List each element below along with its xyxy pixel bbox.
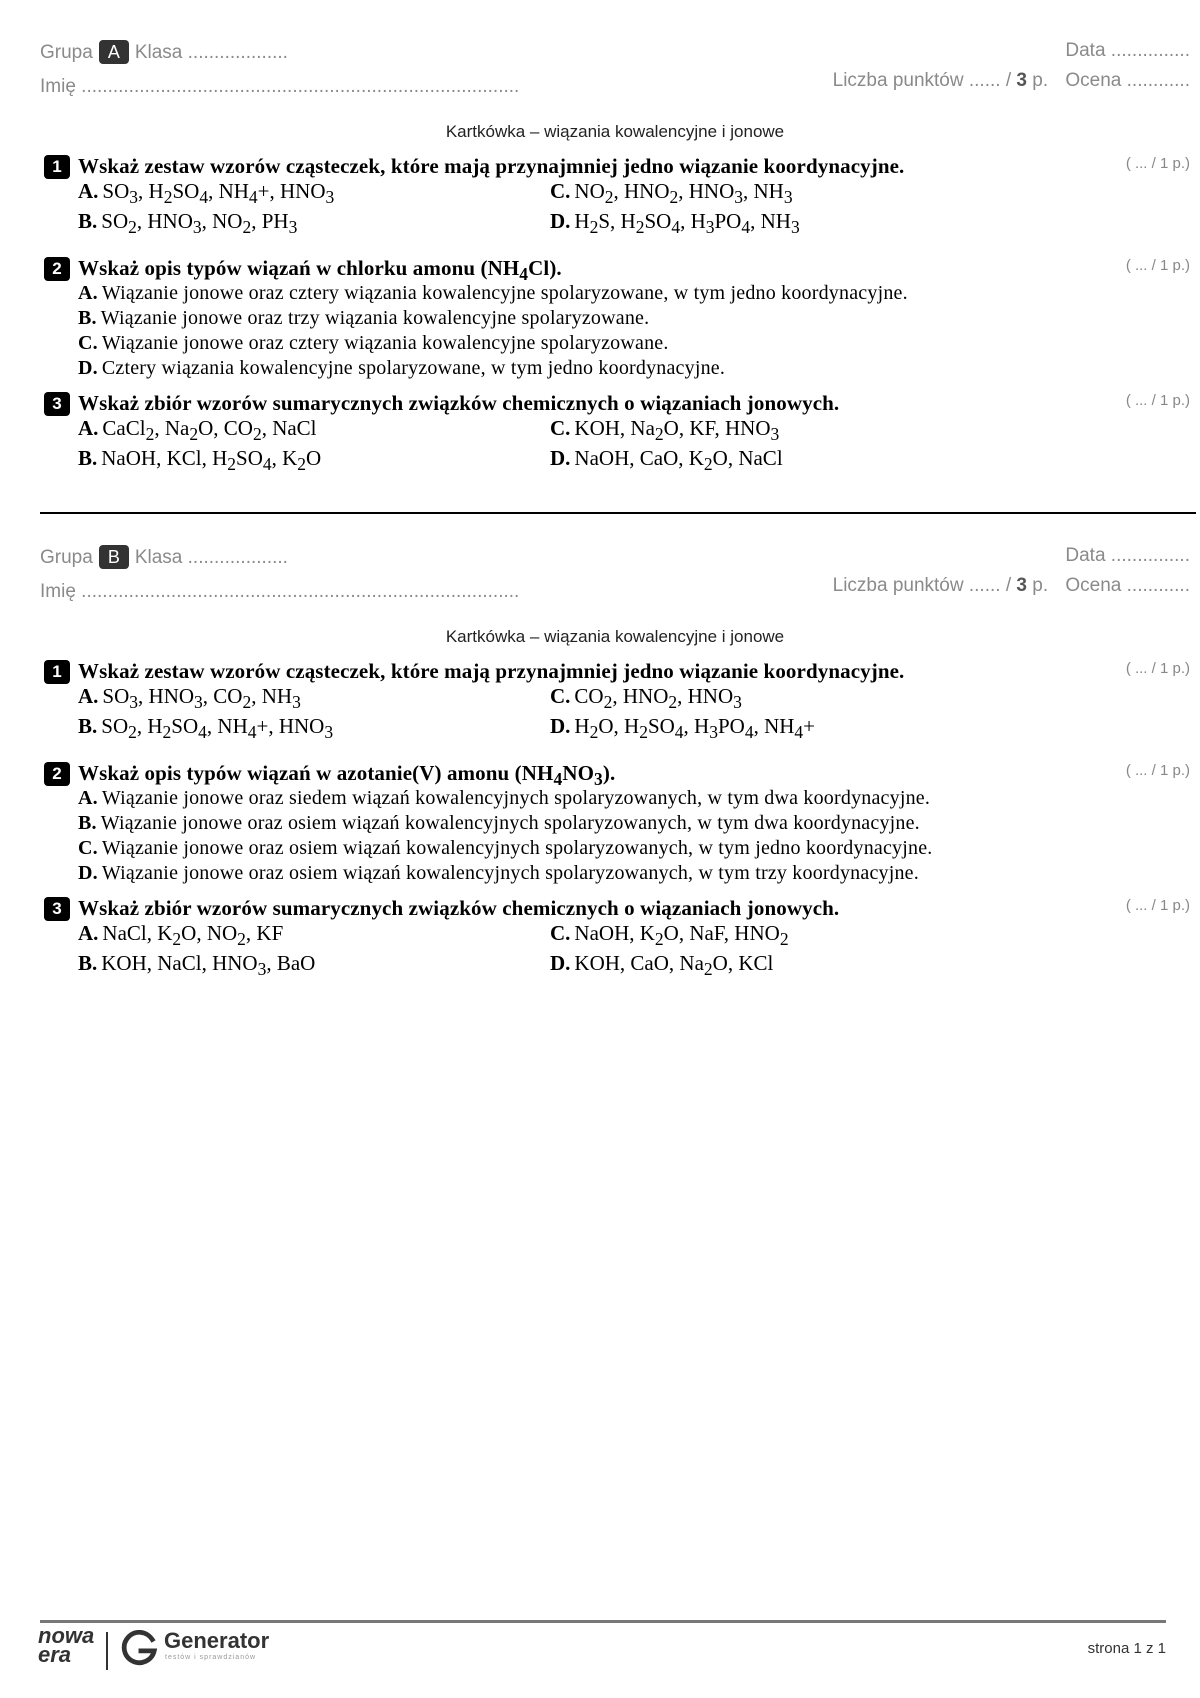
score-fields (833, 575, 1190, 597)
points-unit: p. (1032, 70, 1049, 91)
task-2 (40, 760, 1190, 884)
task-points: ( ... / 1 p.) (1125, 660, 1190, 677)
task-number: 1 (44, 155, 70, 179)
group-a-section (40, 0, 1190, 490)
option-a: A. $SO_3$, $HNO_3$, $CO_2$, $NH_3$ (78, 684, 301, 713)
task-number: 1 (44, 660, 70, 684)
option-b: B. Wiązanie jonowe oraz osiem wiązań kowalencyjnych spolaryzowanych, w tym dwa koordynacyjne. (78, 812, 920, 834)
data-field: Data ............... (1065, 545, 1190, 566)
ocena-field: Ocena ............ (1065, 70, 1190, 91)
task-points: ( ... / 1 p.) (1125, 392, 1190, 409)
option-c: C. $NO_2$, $HNO_2$, $HNO_3$, $NH_3$ (550, 179, 793, 208)
score-fields (833, 70, 1190, 92)
grupa-label: Grupa B Klasa ................... (40, 547, 288, 568)
option-d: D. Cztery wiązania kowalencyjne spolaryzowane, w tym jedno koordynacyjne. (78, 357, 726, 379)
points-label: Liczba punktów ...... / (832, 575, 1012, 596)
task-question: Wskaż zbiór wzorów sumarycznych związków chemicznych o wiązaniach jonowych. (78, 896, 840, 920)
task-question: Wskaż opis typów wiązań w chlorku amonu $(NH_4Cl)$. (78, 256, 562, 285)
option-c: C. KOH, $Na_2O$, KF, $HNO_3$ (550, 416, 780, 445)
imie-field: Imię ................................................................................... (40, 581, 520, 602)
option-c: C. NaOH, $K_2O$, NaF, $HNO_2$ (550, 921, 789, 950)
task-points: ( ... / 1 p.) (1125, 897, 1190, 914)
option-d: D. NaOH, CaO, $K_2O$, NaCl (550, 446, 783, 475)
option-a: A. NaCl, $K_2O$, $NO_2$, KF (78, 921, 284, 950)
task-points: ( ... / 1 p.) (1125, 762, 1190, 779)
task-number: 2 (44, 257, 70, 281)
generator-logo-text: Generator (164, 1628, 270, 1653)
option-b: B. Wiązanie jonowe oraz trzy wiązania kowalencyjne spolaryzowane. (78, 307, 650, 329)
option-c: C. Wiązanie jonowe oraz osiem wiązań kowalencyjnych spolaryzowanych, w tym jedno koordynacyjne. (78, 837, 933, 859)
page-number: strona 1 z 1 (1087, 1640, 1166, 1657)
task-points: ( ... / 1 p.) (1125, 155, 1190, 172)
option-a: A. Wiązanie jonowe oraz siedem wiązań kowalencyjnych spolaryzowanych, w tym dwa koordynacyjne. (78, 787, 931, 809)
task-1 (40, 153, 1190, 243)
nowa-era-logo: nowa era (38, 1623, 95, 1667)
group-b-section (40, 505, 1190, 1005)
option-d: D. KOH, CaO, $Na_2O$, KCl (550, 951, 774, 980)
task-number: 3 (44, 392, 70, 416)
footer-rule (40, 1620, 1166, 1623)
quiz-title: Kartkówka – wiązania kowalencyjne i jonowe (445, 627, 785, 646)
points-max: 3 (1016, 575, 1027, 596)
task-1 (40, 658, 1190, 748)
generator-logo-subtitle: testów i sprawdzianów (165, 1654, 257, 1661)
task-question: Wskaż opis typów wiązań w azotanie(V) amonu $(NH_4NO_3)$. (78, 761, 616, 790)
task-2 (40, 255, 1190, 379)
task-question: Wskaż zestaw wzorów cząsteczek, które mają przynajmniej jedno wiązanie koordynacyjne. (78, 659, 905, 683)
option-a: A. $SO_3$, $H_2SO_4$, $NH_4+$, $HNO_3$ (78, 179, 335, 208)
points-label: Liczba punktów ...... / (832, 70, 1012, 91)
task-number: 3 (44, 897, 70, 921)
group-badge: B (99, 545, 129, 569)
grupa-label: Grupa A Klasa ................... (40, 42, 288, 63)
option-a: A. CaCl$_2$, $Na_2O$, $CO_2$, NaCl (78, 416, 317, 445)
option-c: C. $CO_2$, $HNO_2$, $HNO_3$ (550, 684, 742, 713)
points-unit: p. (1032, 575, 1049, 596)
task-question: Wskaż zestaw wzorów cząsteczek, które mają przynajmniej jedno wiązanie koordynacyjne. (78, 154, 905, 178)
task-question: Wskaż zbiór wzorów sumarycznych związków chemicznych o wiązaniach jonowych. (78, 391, 840, 415)
option-d: D. Wiązanie jonowe oraz osiem wiązań kowalencyjnych spolaryzowanych, w tym trzy koordynacyjne. (78, 862, 919, 884)
option-b: B. $SO_2$, $HNO_3$, $NO_2$, $PH_3$ (78, 209, 298, 238)
option-b: B. NaOH, KCl, $H_2SO_4$, $K_2O$ (78, 446, 322, 475)
imie-field: Imię ................................................................................... (40, 76, 520, 97)
option-b: B. $SO_2$, $H_2SO_4$, $NH_4+$, $HNO_3$ (78, 714, 334, 743)
ocena-field: Ocena ............ (1065, 575, 1190, 596)
task-3 (40, 390, 1190, 480)
logo-separator (106, 1632, 108, 1670)
task-3 (40, 895, 1190, 985)
task-points: ( ... / 1 p.) (1125, 257, 1190, 274)
option-c: C. Wiązanie jonowe oraz cztery wiązania kowalencyjne spolaryzowane. (78, 332, 669, 354)
quiz-title: Kartkówka – wiązania kowalencyjne i jonowe (445, 122, 785, 141)
option-d: D. $H_2S$, $H_2SO_4$, $H_3PO_4$, $NH_3$ (550, 209, 800, 238)
option-d: D. $H_2O$, $H_2SO_4$, $H_3PO_4$, $NH_4+$ (550, 714, 816, 743)
points-max: 3 (1016, 70, 1027, 91)
data-field: Data ............... (1065, 40, 1190, 61)
option-b: B. KOH, NaCl, $HNO_3$, BaO (78, 951, 316, 980)
option-a: A. Wiązanie jonowe oraz cztery wiązania kowalencyjne spolaryzowane, w tym jedno koordynacyjne. (78, 282, 908, 304)
group-badge: A (99, 40, 129, 64)
generator-g-icon (120, 1630, 158, 1668)
task-number: 2 (44, 762, 70, 786)
